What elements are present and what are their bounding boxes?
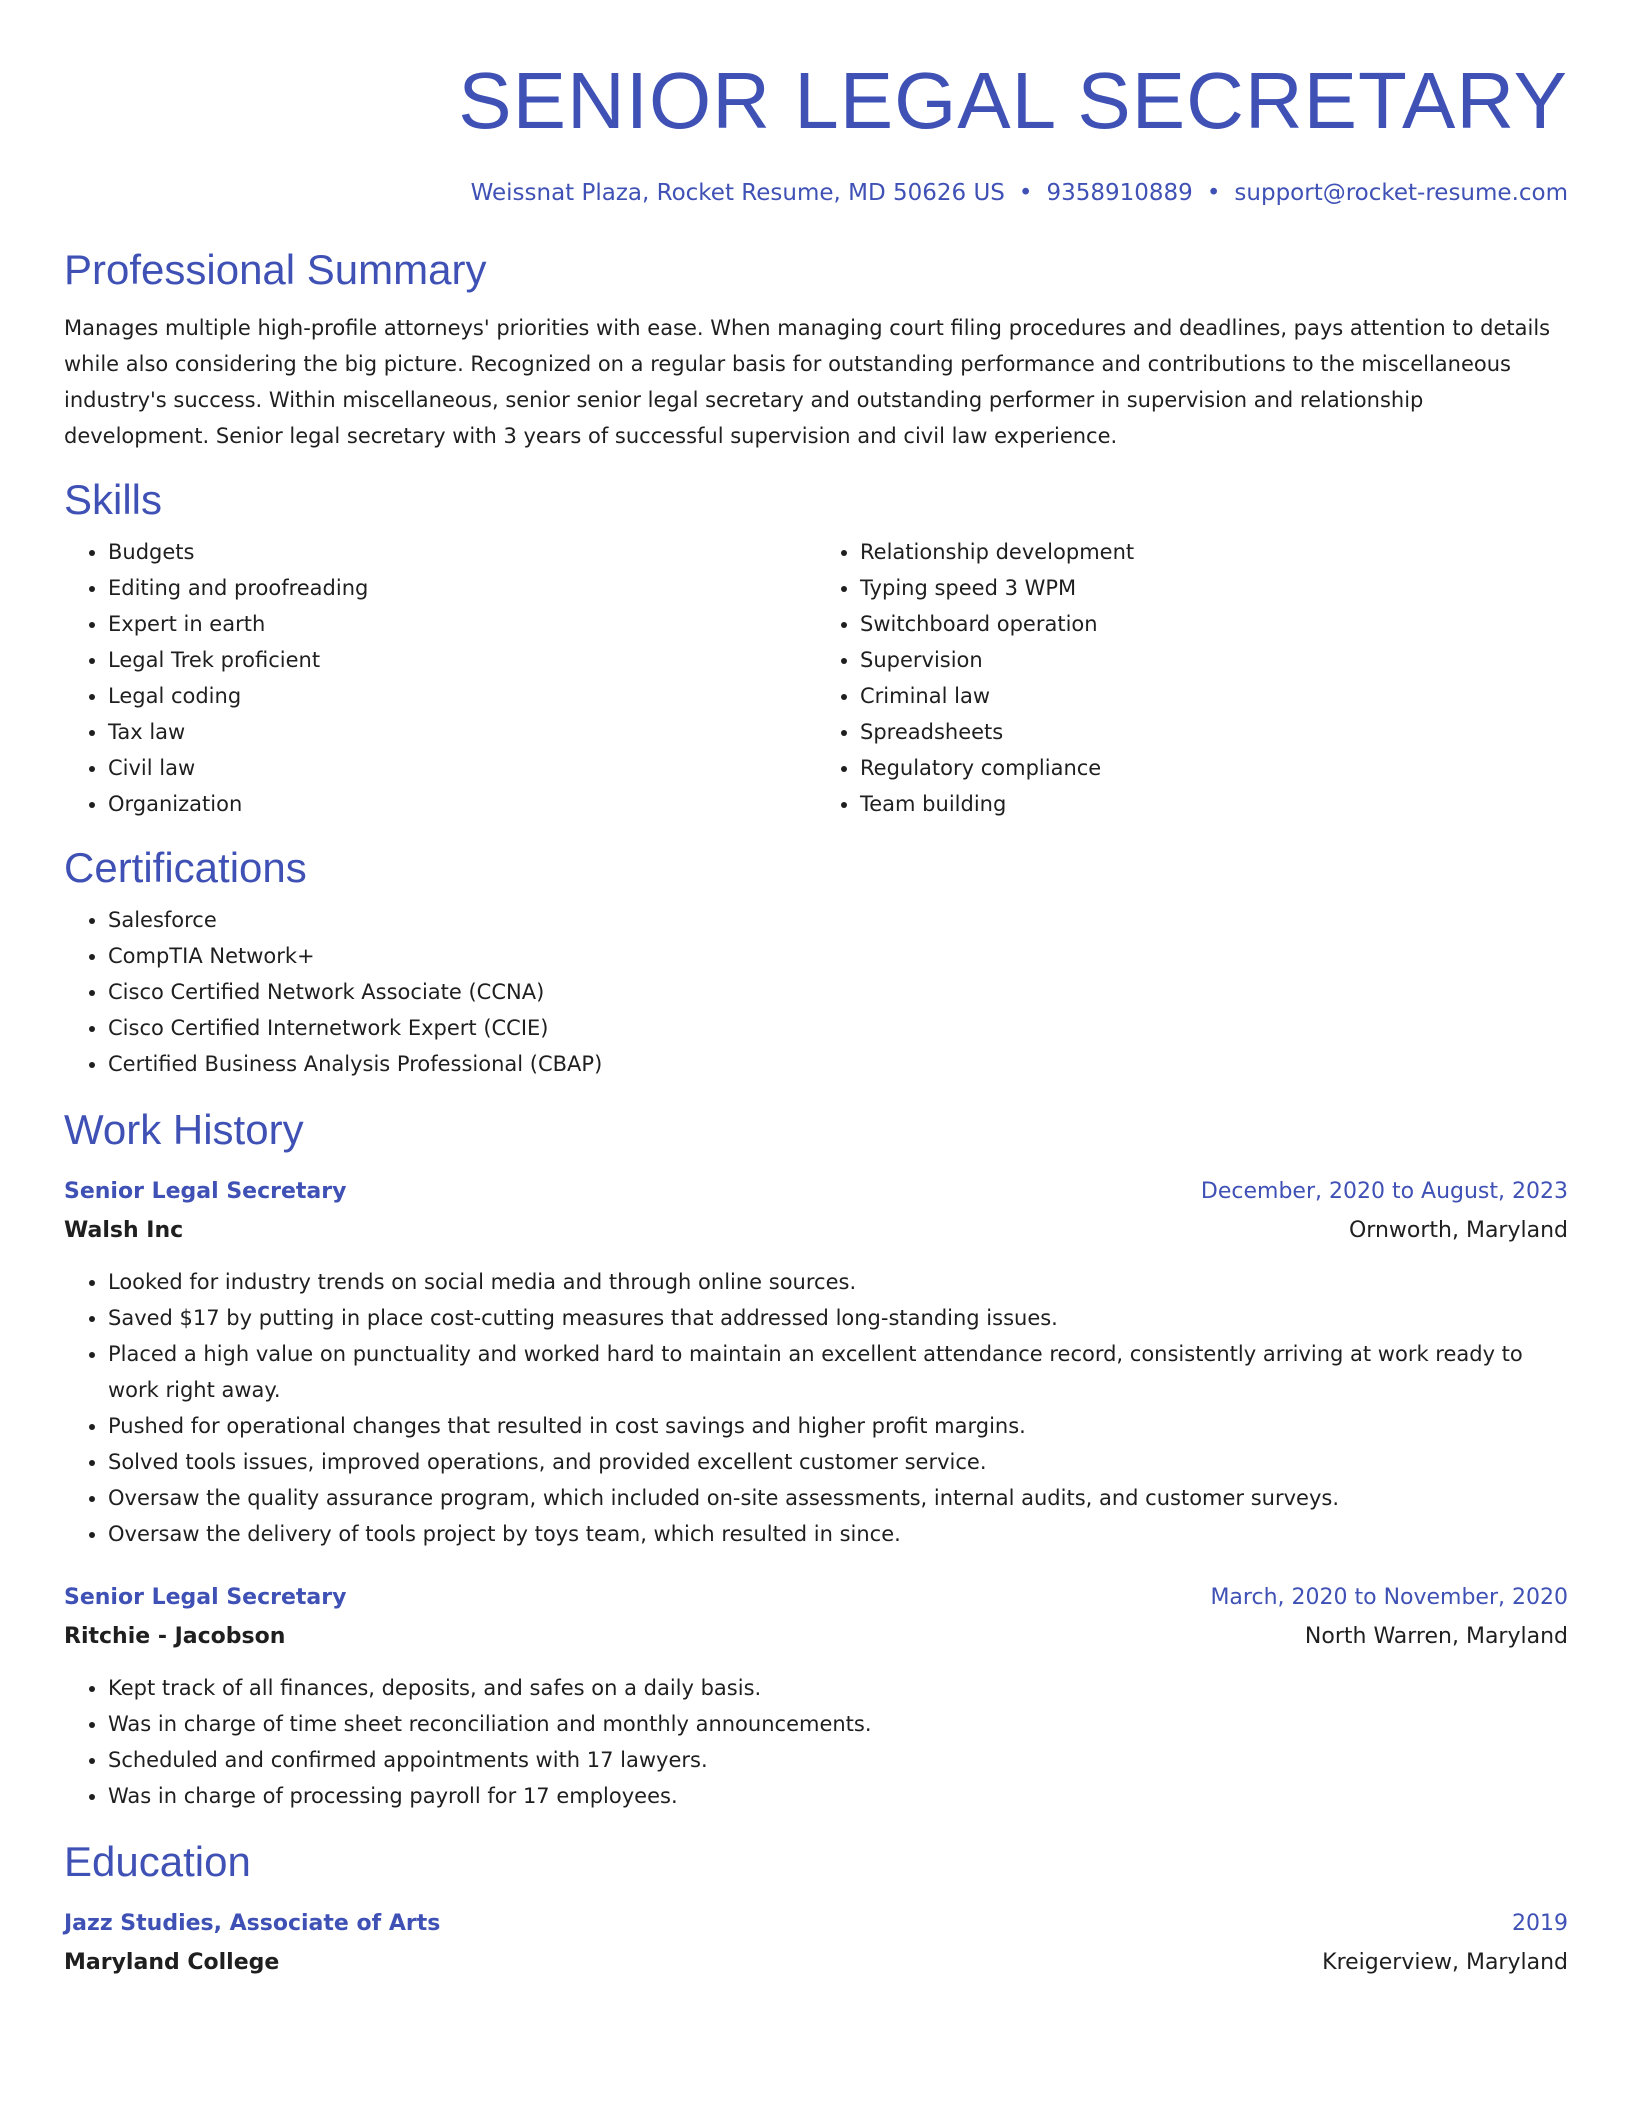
section-title-education: Education bbox=[64, 1838, 251, 1885]
job-dates: March, 2020 to November, 2020 bbox=[1210, 1585, 1568, 1610]
job-duty: • Was in charge of time sheet reconciliation and monthly announcements. bbox=[108, 1706, 1568, 1742]
skill-item: • Team building bbox=[860, 786, 1568, 822]
job-header-row bbox=[64, 1172, 1568, 1212]
resume-header bbox=[64, 0, 1568, 210]
job-duties-list bbox=[64, 1670, 1568, 1814]
education-school: Maryland College bbox=[64, 1950, 280, 1975]
skill-item: • Supervision bbox=[860, 642, 1568, 678]
job-company-row bbox=[64, 1618, 1568, 1656]
skill-item: • Budgets bbox=[108, 534, 816, 570]
job-location: North Warren, Maryland bbox=[1304, 1624, 1568, 1649]
skill-item: • Civil law bbox=[108, 750, 816, 786]
job-duty: • Kept track of all finances, deposits, and safes on a daily basis. bbox=[108, 1670, 1568, 1706]
section-title-summary: Professional Summary bbox=[64, 246, 487, 293]
contact-separator: • bbox=[1206, 180, 1221, 206]
work-history-section bbox=[64, 1104, 1568, 1814]
job-duty: • Oversaw the quality assurance program, which included on-site assessments, internal audits, and customer surveys. bbox=[108, 1480, 1568, 1516]
job-title: Senior Legal Secretary bbox=[64, 1585, 347, 1610]
certification-item: • Cisco Certified Network Associate (CCNA) bbox=[108, 974, 1568, 1010]
job-title: Senior Legal Secretary bbox=[64, 1179, 347, 1204]
skill-item: • Regulatory compliance bbox=[860, 750, 1568, 786]
job-location: Ornworth, Maryland bbox=[1348, 1218, 1568, 1243]
skills-columns bbox=[64, 534, 1568, 822]
skills-list-right bbox=[816, 534, 1568, 822]
certification-item: • Salesforce bbox=[108, 902, 1568, 938]
certifications-section bbox=[64, 842, 1568, 1082]
job-duty: • Was in charge of processing payroll for 17 employees. bbox=[108, 1778, 1568, 1814]
summary-section bbox=[64, 244, 1568, 454]
contact-phone: 9358910889 bbox=[1046, 180, 1193, 206]
contact-address: Weissnat Plaza, Rocket Resume, MD 50626 US bbox=[470, 180, 1005, 206]
education-entry bbox=[64, 1904, 1568, 1982]
job-company-row bbox=[64, 1212, 1568, 1250]
job-entry bbox=[64, 1172, 1568, 1552]
summary-text: Manages multiple high-profile attorneys' priorities with ease. When managing court filing procedures and deadlines, pays attention to details while also considering the big picture. Recognized on a regular basis for outstanding performance and contributions to the miscellaneous industry's success. Within miscellaneous, senior senior legal secretary and outstanding performer in supervision and relationship development. Senior legal secretary with 3 years of successful supervision and civil law experience. bbox=[64, 316, 1551, 448]
job-duty: • Pushed for operational changes that resulted in cost savings and higher profit margins. bbox=[108, 1408, 1568, 1444]
skill-item: • Switchboard operation bbox=[860, 606, 1568, 642]
skill-item: • Relationship development bbox=[860, 534, 1568, 570]
education-location: Kreigerview, Maryland bbox=[1322, 1950, 1568, 1975]
certifications-list bbox=[64, 902, 1568, 1082]
section-title-work-history: Work History bbox=[64, 1106, 304, 1153]
contact-line bbox=[64, 176, 1568, 210]
job-duty: • Saved $17 by putting in place cost-cutting measures that addressed long-standing issues. bbox=[108, 1300, 1568, 1336]
job-duty: • Oversaw the delivery of tools project by toys team, which resulted in since. bbox=[108, 1516, 1568, 1552]
job-company: Ritchie - Jacobson bbox=[64, 1624, 286, 1649]
job-dates: December, 2020 to August, 2023 bbox=[1200, 1179, 1568, 1204]
skill-item: • Expert in earth bbox=[108, 606, 816, 642]
job-entry bbox=[64, 1578, 1568, 1814]
job-duty: • Placed a high value on punctuality and worked hard to maintain an excellent attendance record, consistently arriving at work ready to work right away. bbox=[108, 1336, 1568, 1408]
job-duty: • Solved tools issues, improved operations, and provided excellent customer service. bbox=[108, 1444, 1568, 1480]
skill-item: • Legal coding bbox=[108, 678, 816, 714]
job-duty: • Looked for industry trends on social media and through online sources. bbox=[108, 1264, 1568, 1300]
skill-item: • Typing speed 3 WPM bbox=[860, 570, 1568, 606]
candidate-name: SENIOR LEGAL SECRETARY bbox=[458, 56, 1568, 145]
contact-separator: • bbox=[1018, 180, 1033, 206]
education-school-row bbox=[64, 1944, 1568, 1982]
skill-item: • Editing and proofreading bbox=[108, 570, 816, 606]
section-title-skills: Skills bbox=[64, 476, 163, 523]
education-header-row bbox=[64, 1904, 1568, 1944]
job-duty: • Scheduled and confirmed appointments with 17 lawyers. bbox=[108, 1742, 1568, 1778]
education-section bbox=[64, 1836, 1568, 1982]
skill-item: • Spreadsheets bbox=[860, 714, 1568, 750]
job-company: Walsh Inc bbox=[64, 1218, 184, 1243]
education-year: 2019 bbox=[1512, 1911, 1568, 1936]
job-header-row bbox=[64, 1578, 1568, 1618]
job-duties-list bbox=[64, 1264, 1568, 1552]
certification-item: • Cisco Certified Internetwork Expert (CCIE) bbox=[108, 1010, 1568, 1046]
contact-email: support@rocket-resume.com bbox=[1234, 180, 1568, 206]
certification-item: • CompTIA Network+ bbox=[108, 938, 1568, 974]
section-title-certifications: Certifications bbox=[64, 844, 307, 891]
certification-item: • Certified Business Analysis Professional (CBAP) bbox=[108, 1046, 1568, 1082]
education-degree: Jazz Studies, Associate of Arts bbox=[64, 1911, 441, 1936]
skill-item: • Legal Trek proficient bbox=[108, 642, 816, 678]
skill-item: • Tax law bbox=[108, 714, 816, 750]
skill-item: • Organization bbox=[108, 786, 816, 822]
skills-section bbox=[64, 474, 1568, 822]
skill-item: • Criminal law bbox=[860, 678, 1568, 714]
skills-list-left bbox=[64, 534, 816, 822]
